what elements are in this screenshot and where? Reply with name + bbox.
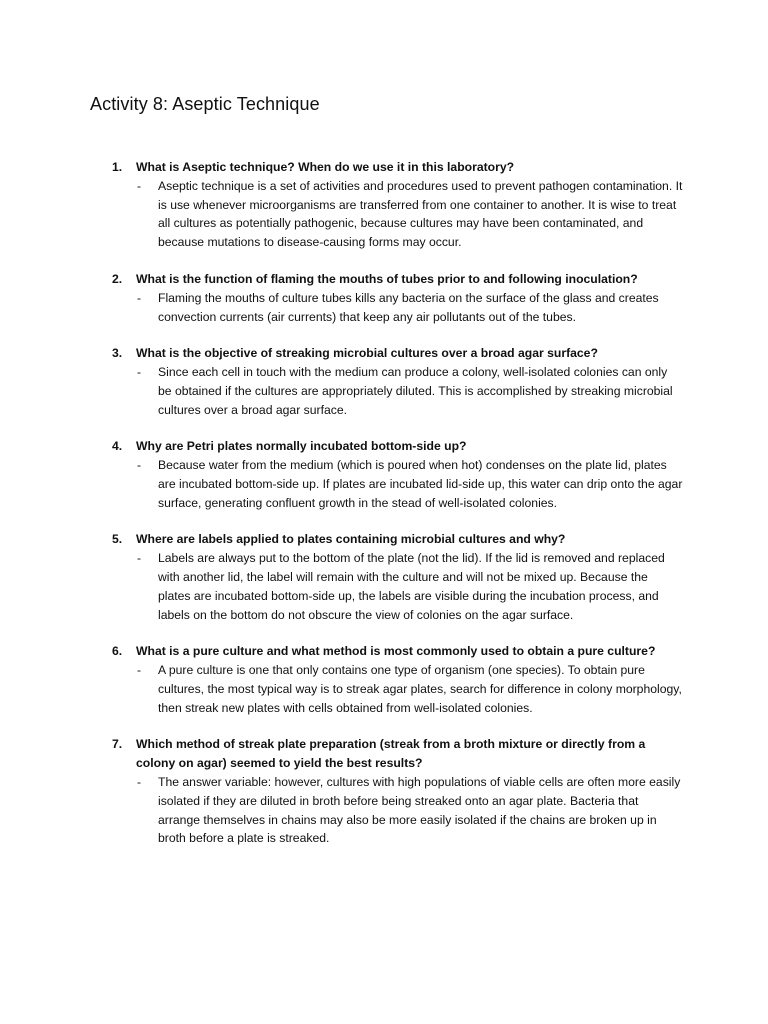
answer-text <box>108 177 683 252</box>
question-text <box>108 158 683 177</box>
answer-text <box>108 456 683 512</box>
answer-text <box>108 289 683 326</box>
answer-text <box>108 549 683 624</box>
bullet-dash: - <box>137 458 142 473</box>
answer-label: Flaming the mouths of culture tubes kills any bacteria on the surface of the glass and creates convection currents (air currents) that keep any air pollutants out of the tubes. <box>158 290 659 324</box>
bullet-dash: - <box>137 365 142 380</box>
answer-text <box>108 363 683 419</box>
question-text <box>108 270 683 289</box>
question-text <box>108 437 683 456</box>
answer-text <box>108 661 683 717</box>
question-text <box>108 530 683 549</box>
question-number: 5. <box>112 532 123 547</box>
answer-label: Labels are always put to the bottom of the plate (not the lid). If the lid is removed and replaced with another lid, the label will remain with the culture and will not be mixed up. Because the plates are incubated bottom-side up, the labels are visible during the incubation process, and labels on the bottom do not obscure the view of colonies on the agar surface. <box>158 551 665 622</box>
question-text <box>108 344 683 363</box>
answer-label: A pure culture is one that only contains one type of organism (one species). To obtain pure cultures, the most typical way is to streak agar plates, search for difference in colony morphology, then streak new plates with cells obtained from well-isolated colonies. <box>158 663 682 715</box>
question-label: What is a pure culture and what method is most commonly used to obtain a pure culture? <box>136 644 656 659</box>
question-number: 4. <box>112 439 123 454</box>
question-text <box>108 735 683 773</box>
answer-label: The answer variable: however, cultures with high populations of viable cells are often more easily isolated if they are diluted in broth before being streaked onto an agar plate. Bacteria that arrange themselves in chains may also be more easily isolated if the chains are broken up in broth before a plate is streaked. <box>158 775 681 846</box>
question-number: 6. <box>112 644 123 659</box>
answer-label: Because water from the medium (which is poured when hot) condenses on the plate lid, plates are incubated bottom-side up. If plates are incubated lid-side up, this water can drip onto the agar surface, generating confluent growth in the stead of well-isolated colonies. <box>158 458 683 510</box>
question-label: Which method of streak plate preparation (streak from a broth mixture or directly from a colony on agar) seemed to yield the best results? <box>136 737 646 771</box>
answer-text <box>108 773 683 848</box>
bullet-dash: - <box>137 290 142 305</box>
question-label: What is the objective of streaking microbial cultures over a broad agar surface? <box>136 346 598 361</box>
question-label: What is the function of flaming the mouths of tubes prior to and following inoculation? <box>136 271 638 286</box>
question-number: 1. <box>112 160 123 174</box>
question-label: What is Aseptic technique? When do we use it in this laboratory? <box>136 160 515 174</box>
bullet-dash: - <box>137 179 142 193</box>
question-item <box>108 158 683 252</box>
bullet-dash: - <box>137 551 142 566</box>
question-item <box>108 642 683 717</box>
question-item <box>108 530 683 624</box>
question-list <box>108 158 683 866</box>
bullet-dash: - <box>137 775 142 790</box>
question-item <box>108 735 683 848</box>
question-number: 3. <box>112 346 123 361</box>
question-label: Where are labels applied to plates containing microbial cultures and why? <box>136 532 566 547</box>
page-title: Activity 8: Aseptic Technique <box>90 94 320 114</box>
bullet-dash: - <box>137 663 142 678</box>
question-item <box>108 344 683 419</box>
question-item <box>108 437 683 512</box>
question-text <box>108 642 683 661</box>
answer-label: Since each cell in touch with the medium can produce a colony, well-isolated colonies can only be obtained if the cultures are appropriately diluted. This is accomplished by streaking microbial cultures over a broad agar surface. <box>158 365 673 417</box>
question-label: Why are Petri plates normally incubated bottom-side up? <box>136 439 467 454</box>
question-number: 2. <box>112 271 123 286</box>
answer-label: Aseptic technique is a set of activities and procedures used to prevent pathogen contamination. It is use whenever microorganisms are transferred from one container to another. It is wise to treat all cultures as potentially pathogenic, because cultures may have been contaminated, and because mutations to disease-causing forms may occur. <box>158 179 683 250</box>
question-item <box>108 270 683 326</box>
question-number: 7. <box>112 737 123 752</box>
